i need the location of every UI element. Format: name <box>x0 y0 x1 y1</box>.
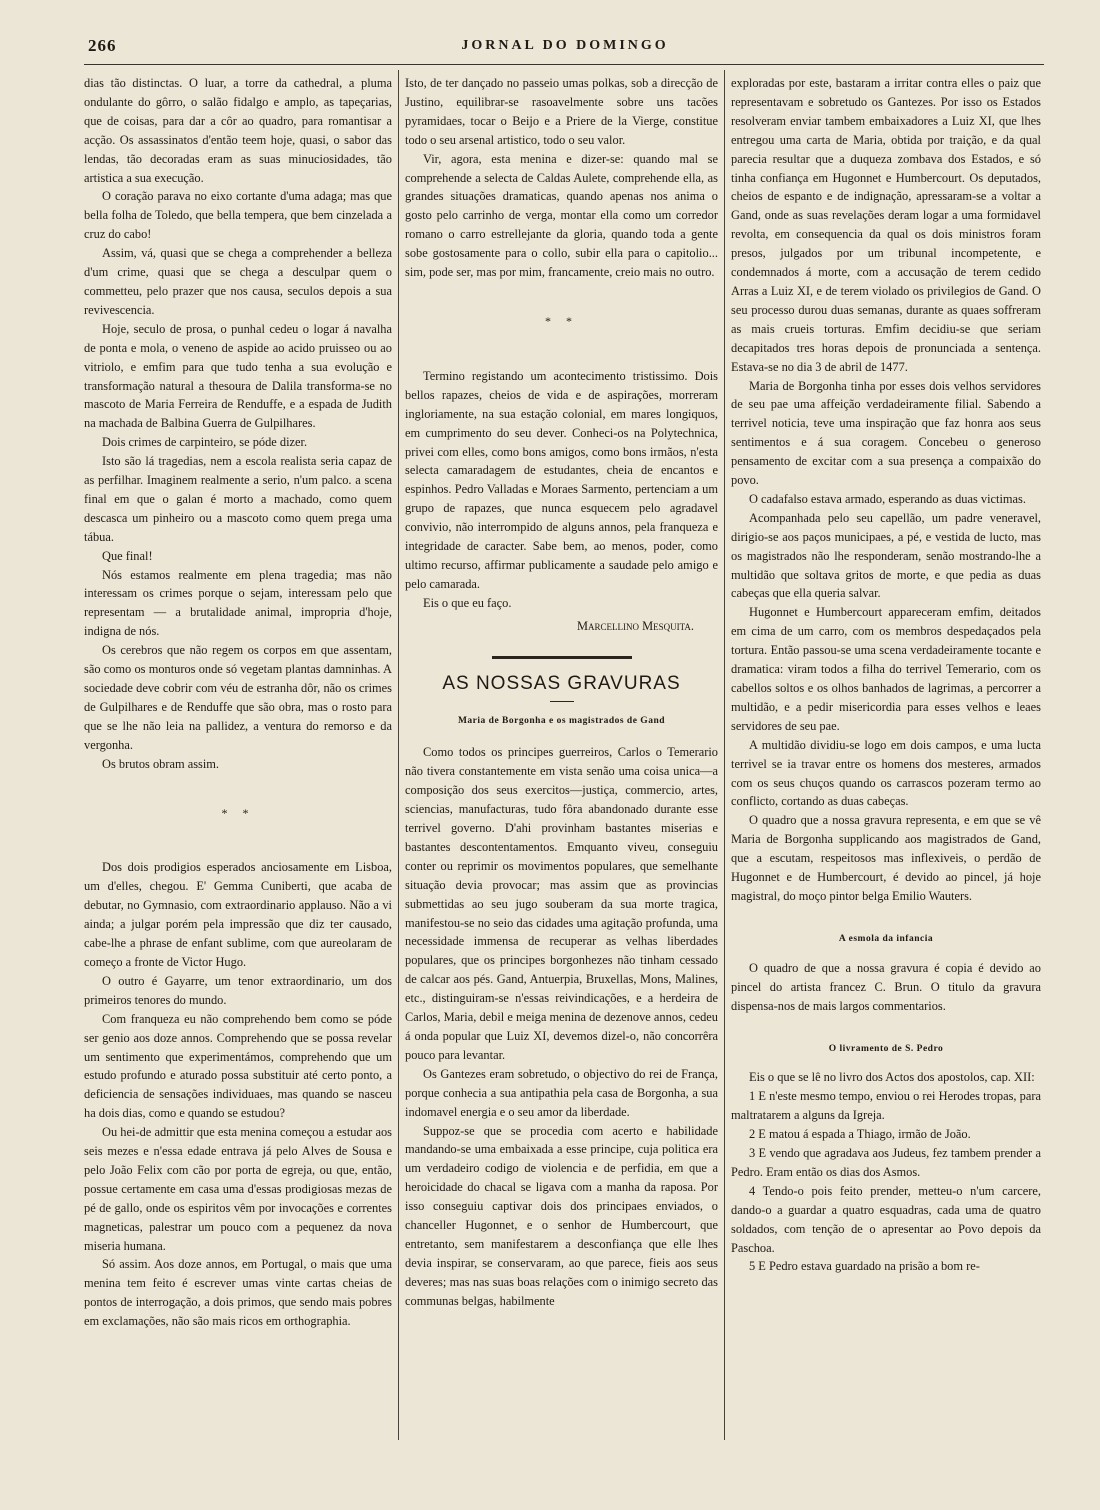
paragraph: Vir, agora, esta menina e dizer-se: quando mal se comprehende a selecta de Caldas Aulete, comprehende ella, as grandes situações dramaticas, quando apenas nos anima o gosto pelo carrinho de verga, montar ella como um corredor romano o carro estrellejante da gloria, quando toda a gente sobe gostosamente para o collo, subir ella para o capitolio... sim, pode ser, mas por mim, francamente, creio mais no outro. <box>405 151 718 280</box>
paragraph: O coração parava no eixo cortante d'uma adaga; mas que bella folha de Toledo, que bella tempera, que bem cinzelada a cruz do cabo! <box>84 189 392 242</box>
paragraph: 2 E matou á espada a Thiago, irmão de João. <box>749 1127 971 1142</box>
section-separator: * * <box>545 313 578 328</box>
paragraph: 5 E Pedro estava guardado na prisão a bom re- <box>749 1259 980 1274</box>
paragraph: O quadro de que a nossa gravura é copia é devido ao pincel do artista francez C. Brun. O titulo da gravura dispensa-nos de mais largos commentarios. <box>731 960 1041 1013</box>
paragraph: Hugonnet e Humbercourt appareceram emfim, deitados em cima de um carro, com os membros despedaçados pela tortura. Então passou-se uma scena verdadeiramente tocante e dramatica: viram todos a filha do terrivel Temerario, com os cabellos soltos e os olhos banhados de lagrimas, a percorrer a multidão, e a pedir misericordia para esses velhos e leaes servidores de seu pae. <box>731 605 1041 733</box>
title-rule <box>550 701 574 702</box>
paragraph: Dois crimes de carpinteiro, se póde dizer. <box>102 435 308 450</box>
paragraph: Como todos os principes guerreiros, Carlos o Temerario não tivera constantemente em vista senão uma coisa unica—a composição dos seus exercitos—justiça, commercio, artes, sciencias, manufacturas, tudo fôra abandonado durante esse terrivel governo. D'ahi provinham bastantes miserias e bastantes descontentamentos. Emquanto viveu, conseguiu conter ou reprimir os movimentos populares, que semelhante situação devia provocar; mas assim que as provincias submettidas ao seu jugo souberam da sua morte tragica, manifestou-se no seio das cidades uma agitação profunda, uma necessidade immensa de recuperar as velhas liberdades populares, que os principes borgonhezes não tinham cessado de calcar aos pés. Gand, Antuerpia, Bruxellas, Mons, Malines, etc., distinguiram-se n'essas reivindicações, e a herdeira de Carlos, Maria, debil e meiga menina de dezenove annos, cedeu á onda popular que Luiz XI, devemos dizel-o, não concorrêra pouco para levantar. <box>405 745 718 1062</box>
paragraph: Os brutos obram assim. <box>102 756 220 771</box>
author-signature: Marcellino Mesquita. <box>577 618 694 633</box>
header-rule <box>84 64 1044 65</box>
paragraph: Ou hei-de admittir que esta menina começou a estudar aos seis mezes e n'essa edade entrava já pelo Alves de Sousa e pelo João Felix com cão por porta de egreja, ou que, então, possue certamente em casa uma d'essas prodigiosas mezas de pé de gallo, onde os espiritos vêm por invocações e correntes magneticas, palestrar um pouco com a pequenez da nova miseria humana. <box>84 1125 392 1253</box>
paragraph: Só assim. Aos doze annos, em Portugal, o mais que uma menina tem feito é escrever umas vinte cartas cheias de pontos de interrogação, a dois primos, que sendo mais pobres em exclamações, não são mais ricos em orthographia. <box>84 1257 392 1329</box>
paragraph: Nós estamos realmente em plena tragedia; mas não interessam os crimes porque o sejam, interessam pelo que representam — a brutalidade animal, impropria d'hoje, indigna de nós. <box>84 567 392 639</box>
article-subheading: A esmola da infancia <box>838 933 934 944</box>
paragraph: Isto, de ter dançado no passeio umas polkas, sob a direcção de Justino, equilibrar-se rasoavelmente sobre uns tacões pyramidaes, tocar o Beijo e a Priere de la Vierge, constitue todo o seu arsenal artistico, todo o seu valor. <box>405 76 718 147</box>
column-divider <box>724 70 725 1440</box>
paragraph: O outro é Gayarre, um tenor extraordinario, um dos primeiros tenores do mundo. <box>84 973 392 1007</box>
paragraph: Acompanhada pelo seu capellão, um padre veneravel, dirigio-se aos paços municipaes, a pé, e vestida de lucto, mas os magistrados não lhe responderam, senão mostrando-lhe a multidão que soltava gritos de morte, e que pedia as duas cabeças que ella queria salvar. <box>731 510 1041 601</box>
column-divider <box>398 70 399 1440</box>
paragraph: Que final! <box>102 548 153 563</box>
section-separator: * * <box>221 805 255 820</box>
paragraph: Os Gantezes eram sobretudo, o objectivo do rei de França, porque conhecia a sua antipathia pela casa de Borgonha, a sua indomavel energia e o seu amor da liberdade. <box>405 1066 718 1119</box>
column-2 <box>405 74 718 1311</box>
paragraph: dias tão distinctas. O luar, a torre da cathedral, a pluma ondulante do gôrro, o salão fidalgo e amplo, as tapeçarias, que de coisas, para dar a côr ao quadro, para romantisar a acção. Os assassinatos d'então teem hoje, quasi, o sabor das lendas, tão decoradas eram as suas minuciosidades, tão artistica a sua execução. <box>84 76 392 185</box>
page-header <box>88 36 1042 60</box>
paragraph: O quadro que a nossa gravura representa, e em que se vê Maria de Borgonha supplicando aos magistrados de Gand, que a escutam, respeitosos mas inflexiveis, o perdão de Hugonnet e de Humbercourt, é devido ao pincel, já hoje magistral, do moço pintor belga Emilio Wauters. <box>731 813 1041 903</box>
paragraph: Eis o que se lê no livro dos Actos dos apostolos, cap. XII: <box>749 1070 1035 1085</box>
section-rule <box>492 656 632 659</box>
article-subheading: Maria de Borgonha e os magistrados de Gand <box>457 716 666 727</box>
paragraph: Assim, vá, quasi que se chega a comprehender a belleza d'um crime, quasi que se chega a desculpar quem o commetteu, pelo prazer que nos causa, seculos depois a sua revivescencia. <box>84 246 392 317</box>
paragraph: 3 E vendo que agradava aos Judeus, fez tambem prender a Pedro. Eram então os dias dos Asmos. <box>731 1146 1041 1179</box>
journal-title: JORNAL DO DOMINGO <box>461 38 669 53</box>
paragraph: Os cerebros que não regem os corpos em que assentam, são como os monturos onde só vegetam plantas damninhas. A sociedade deve cobrir com véu de estranha dôr, não os crimes de Gulpilhares e de Renduffe que são obra, mas o rosto para que se lhe não leia na pallidez, a ventura do remorso e da vergonha. <box>84 643 392 752</box>
paragraph: A multidão dividiu-se logo em dois campos, e uma lucta terrivel se ia travar entre os homens dos mesteres, armados com os seus chuços quando os carrascos pozeram termo ao conflicto, cortando as duas cabeças. <box>731 737 1041 809</box>
paragraph: exploradas por este, bastaram a irritar contra elles o paiz que representavam e sobretudo os Gantezes. Por isso os Estados resolveram enviar tambem embaixadores a Luiz XI, que lhes entregou uma carta de Maria, obtida por traição, e da qual parecia resultar que a duqueza zombava dos Estados, e só tinha confiança em Hugonnet e Humbercourt. Os deputados, cheios de espanto e de indignação, apressaram-se a voltar a Gand, onde as suas revelações deram logar a uma formidavel revolta, em consequencia da qual os dois ministros foram presos, julgados por um tribunal incompetente, e condemnados á morte, com a accusação de terem cedido Arras a Luiz XI, e de terem violado os privilegios de Gand. O seu processo durou duas semanas, durante as quaes soffreram as mais crueis torturas. Emfim decidiu-se que seriam decapitados tres horas depois de pronunciada a sentença. Estava-se no dia 3 de abril de 1477. <box>731 76 1041 374</box>
paragraph: O cadafalso estava armado, esperando as duas victimas. <box>749 491 1026 506</box>
column-3 <box>731 74 1041 1276</box>
page-number: 266 <box>88 36 117 55</box>
paragraph: Suppoz-se que se procedia com acerto e habilidade mandando-se uma embaixada a esse principe, cuja politica era um verdadeiro codigo de violencia e de perfidia, em que a heroicidade do chacal se ligava com a manha da raposa. Por isso conseguiu captivar dois dos principaes enviados, o chanceller Hugonnet, e o senhor de Humbercourt, que entretanto, sem manifestarem a desconfiança que elle lhes devia inspirar, se conservaram, ao que parece, fieis aos seus deveres; mas nas suas boas relações com o inimigo secreto das communas belgas, habilmente <box>405 1123 718 1308</box>
article-subheading: O livramento de S. Pedro <box>828 1043 944 1054</box>
section-title: AS NOSSAS GRAVURAS <box>442 672 681 694</box>
paragraph: Isto são lá tragedias, nem a escola realista seria capaz de as perfilhar. Imaginem realmente a serio, n'um palco. a scena final em que o galan é morto a machado, como quem descasca um pinheiro ou a mascoto como quem prega uma tábua. <box>84 454 392 544</box>
paragraph: 1 E n'este mesmo tempo, enviou o rei Herodes tropas, para maltratarem a alguns da Igreja. <box>731 1089 1041 1123</box>
column-1 <box>84 74 392 1331</box>
paragraph: Maria de Borgonha tinha por esses dois velhos servidores de seu pae uma affeição verdadeiramente filial. Sabendo a terrivel noticia, teve uma inspiração que faz honra aos seus sentimentos e á sua coragem. Concebeu o generoso pensamento de excitar com a sua presença a compaixão do povo. <box>731 378 1041 488</box>
paragraph: 4 Tendo-o pois feito prender, metteu-o n'um carcere, dando-o a guardar a quatro esquadras, cada uma de quatro soldados, com tenção de o apresentar ao Povo depois da Paschoa. <box>731 1183 1041 1255</box>
paragraph: Hoje, seculo de prosa, o punhal cedeu o logar á navalha de ponta e mola, o veneno de aspide ao acido pruisseo ou ao vitriolo, e emfim para que tudo tenha a sua evolução e transformação natural a thesoura de Dalila transforma-se no mascoto de Maria Ferreira de Renduffe, e a espada de Judith na machada de Balbina Guerra de Gulpilhares. <box>84 321 392 431</box>
paragraph: Com franqueza eu não comprehendo bem como se póde ser genio aos doze annos. Comprehendo que se possa revelar um sentimento que experimentámos, comprehendo que um estudo profundo e aturado possa substituir até certo ponto, a deficiencia de sensações individuaes, mas quando se nasceu ha dois dias, como e quando se estudou? <box>84 1011 392 1121</box>
paragraph: Eis o que eu faço. <box>423 595 512 610</box>
paragraph: Dos dois prodigios esperados anciosamente em Lisboa, um d'elles, chegou. E' Gemma Cuniberti, que acaba de debutar, no Gymnasio, com extraordinario applauso. Não a vi ainda; a julgar porém pela impressão que diz ter causado, cabe-lhe a phrase de enfant sublime, com que aureolaram de começo a fronte de Victor Hugo. <box>84 860 392 969</box>
paragraph: Termino registando um acontecimento tristissimo. Dois bellos rapazes, cheios de vida e de aspirações, morreram ingloriamente, na sua estação colonial, em mares longiquos, em cumprimento do seu dever. Conheci-os na Polytechnica, privei com elles, como bons amigos, como bons irmãos, n'esta selecta camaradagem de estudantes, cheia de encantos e espinhos. Pedro Valladas e Moraes Sarmento, pertenciam a um grupo de rapazes, que nunca esquecem pelo agradavel convivio, não interrompido de alguns annos, pela franqueza e integridade de caracter. Sabe bem, ao menos, poder, como ultimo recurso, affirmar publicamente a saudade pelo amigo e pelo camarada. <box>405 368 718 591</box>
